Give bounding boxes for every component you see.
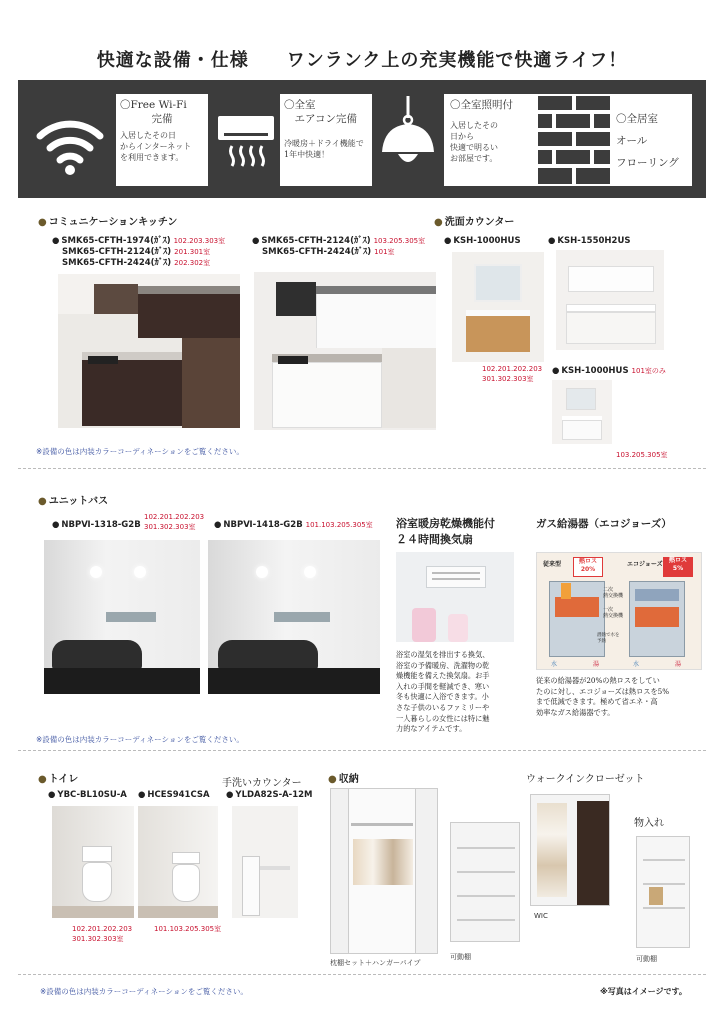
flooring-icon — [536, 94, 612, 186]
model-name: SMK65-CFTH-2424(ｶﾞｽ) — [262, 247, 372, 257]
room-numbers: 102.203.303室 — [173, 237, 226, 245]
vanity-rooms-3: 103.205.305室 — [616, 451, 668, 459]
heater-left-loss: 熱ロス 20% — [573, 557, 603, 577]
vanity-photo-3 — [552, 380, 612, 444]
heater-hot-left: 湯 — [593, 661, 600, 668]
feature-body: 入居したその日 からインターネット を利用できます。 — [120, 131, 192, 162]
model-line — [252, 247, 425, 258]
model-name: NBPⅥ-1418-G2B — [223, 520, 303, 530]
model-name: SMK65-CFTH-1974(ｶﾞｽ) — [61, 236, 171, 246]
toilet-rooms-2: 101.103.205.305室 — [154, 925, 222, 933]
vanity-heading: ● 洗面カウンター — [434, 213, 514, 228]
air-conditioner-icon — [214, 108, 278, 172]
storage-photo-closet — [330, 788, 438, 954]
room-numbers: 101室 — [374, 248, 395, 256]
toilet-model-1: ● YBC-BL10SU-A — [48, 790, 127, 800]
room-numbers: 201.301室 — [174, 248, 211, 256]
model-name: YLDA82S-A-12M — [235, 790, 313, 800]
toilet-photo-1 — [52, 806, 134, 918]
closet-caption: 可動棚 — [636, 955, 657, 963]
kitchen-models-right — [252, 236, 425, 258]
feature-body: 入居したその 日から 快適で明るい お部屋です。 — [450, 121, 498, 163]
heater-secondary: 二次 熱交換機 — [603, 587, 624, 599]
model-line: ● SMK65-CFTH-1974(ｶﾞｽ) 102.203.303室 — [52, 236, 226, 246]
storage-photo-shelf — [450, 822, 520, 942]
color-note: ※設備の色は内装カラーコーディネーションをご覧ください。 — [36, 735, 244, 744]
closet-heading: 物入れ — [634, 818, 664, 829]
model-name: SMK65-CFTH-2424(ｶﾞｽ) — [62, 258, 172, 268]
feature-title: 〇全居室 オール フローリング — [616, 113, 679, 169]
walkin-photo — [530, 794, 610, 906]
storage-heading: ● 収納 — [328, 770, 359, 785]
model-name: SMK65-CFTH-2124(ｶﾞｽ) — [261, 236, 371, 246]
toilet-model-2: ● HCES941CSA — [138, 790, 210, 800]
color-note: ※設備の色は内装カラーコーディネーションをご覧ください。 — [36, 447, 244, 456]
pendant-lamp-icon — [378, 96, 438, 174]
feature-card-aircon — [280, 94, 372, 186]
model-line — [52, 258, 225, 269]
model-name: KSH-1000HUS — [561, 366, 629, 376]
section-divider — [18, 750, 706, 751]
model-name: HCES941CSA — [147, 790, 210, 800]
walkin-heading: ウォークインクローゼット — [526, 774, 645, 785]
vanity-model-2: ● KSH-1550H2US — [548, 236, 631, 246]
photo-note: ※写真はイメージです。 — [600, 987, 687, 996]
feature-title: 〇全室 エアコン完備 — [284, 99, 357, 125]
bath-heading: ● ユニットバス — [38, 492, 108, 507]
heater-preheat: 潜熱で水を 予熱 — [597, 633, 620, 644]
kitchen-photo-dark — [58, 274, 240, 428]
handwash-model: ● YLDA82S-A-12M — [226, 790, 313, 800]
toilet-rooms-1: 102.201.202.203 301.302.303室 — [72, 925, 133, 943]
model-name: KSH-1000HUS — [453, 236, 521, 246]
dryer-title: 浴室暖房乾燥機能付 ２４時間換気扇 — [396, 517, 495, 546]
handwash-heading: 手洗いカウンター — [222, 778, 302, 789]
vanity-model-1: ● KSH-1000HUS — [444, 236, 521, 246]
feature-card-flooring — [612, 94, 692, 186]
vanity-photo-2 — [556, 250, 664, 350]
room-numbers: 101室のみ — [631, 367, 666, 375]
walkin-caption: WIC — [534, 912, 548, 920]
model-line — [52, 247, 225, 258]
feature-title: 〇Free Wi-Fi 完備 — [120, 99, 187, 125]
bath-model-2: ● NBPⅥ-1418-G2B 101.103.205.305室 — [214, 520, 373, 530]
heater-water-left: 水 — [551, 661, 558, 668]
closet-photo — [636, 836, 690, 948]
kitchen-models-left — [52, 236, 225, 269]
feature-title: 〇全室照明付 — [450, 99, 513, 111]
model-name: YBC-BL10SU-A — [57, 790, 127, 800]
feature-card-lighting — [444, 94, 536, 186]
color-note: ※設備の色は内装カラーコーディネーションをご覧ください。 — [40, 987, 248, 996]
dryer-body: 浴室の湿気を排出する換気、 浴室の予備暖房、洗濯物の乾 燥機能を備えた換気扇。お手 入れの手間を軽減でき、寒い 冬も快適に入浴できます。小 さな子供のいるファミリーや 一人暮らしの女性には特に魅 力的なアイテムです。 — [396, 650, 490, 734]
storage-caption-2: 可動棚 — [450, 953, 471, 961]
heater-hot-right: 湯 — [675, 661, 682, 668]
bath-photo-2 — [208, 540, 380, 694]
section-divider — [18, 468, 706, 469]
bath-photo-1 — [44, 540, 200, 694]
bath-model-1: ● NBPⅥ-1318-G2B — [52, 520, 141, 530]
room-numbers: 101.103.205.305室 — [305, 521, 373, 529]
heater-body: 従来の給湯器が20%の熱ロスをしてい たのに対し、エコジョーズは熱ロスを5% まで低減できます。極めて省エネ・高 効率なガス給湯器です。 — [536, 676, 670, 717]
room-numbers: 103.205.305室 — [373, 237, 426, 245]
handwash-photo — [232, 806, 298, 918]
heater-right-loss: 熱ロス 5% — [663, 557, 693, 577]
heater-title: ガス給湯器（エコジョーズ） — [536, 518, 672, 530]
wifi-icon — [34, 108, 106, 178]
dryer-photo — [396, 552, 514, 642]
kitchen-photo-white — [254, 272, 436, 430]
kitchen-heading: ● コミュニケーションキッチン — [38, 213, 177, 228]
storage-caption-1: 枕棚セット＋ハンガーパイプ — [330, 959, 421, 967]
feature-card-wifi — [116, 94, 208, 186]
room-numbers: 202.302室 — [174, 259, 211, 267]
heater-right-label: エコジョーズ — [627, 561, 663, 568]
model-line: ● SMK65-CFTH-2124(ｶﾞｽ) 103.205.305室 — [252, 236, 426, 246]
model-name: NBPⅥ-1318-G2B — [61, 520, 141, 530]
bath-rooms-1: 102.201.202.203 301.302.303室 — [144, 513, 205, 531]
vanity-rooms-1: 102.201.202.203 301.302.303室 — [482, 365, 543, 383]
vanity-photo-1 — [452, 252, 544, 362]
toilet-heading: ● トイレ — [38, 770, 78, 785]
heater-water-right: 水 — [633, 661, 640, 668]
heater-primary: 一次 熱交換機 — [603, 607, 624, 619]
section-divider — [18, 974, 706, 975]
feature-body: 冷暖房＋ドライ機能で 1年中快適！ — [284, 139, 364, 159]
vanity-model-3: ● KSH-1000HUS 101室のみ — [552, 366, 666, 376]
page-title: 快適な設備・仕様 ワンランク上の充実機能で快適ライフ！ — [96, 50, 628, 71]
heater-left-label: 従来型 — [543, 561, 562, 568]
model-name: KSH-1550H2US — [557, 236, 631, 246]
toilet-photo-2 — [138, 806, 218, 918]
model-name: SMK65-CFTH-2124(ｶﾞｽ) — [62, 247, 172, 257]
heater-diagram — [536, 552, 702, 670]
